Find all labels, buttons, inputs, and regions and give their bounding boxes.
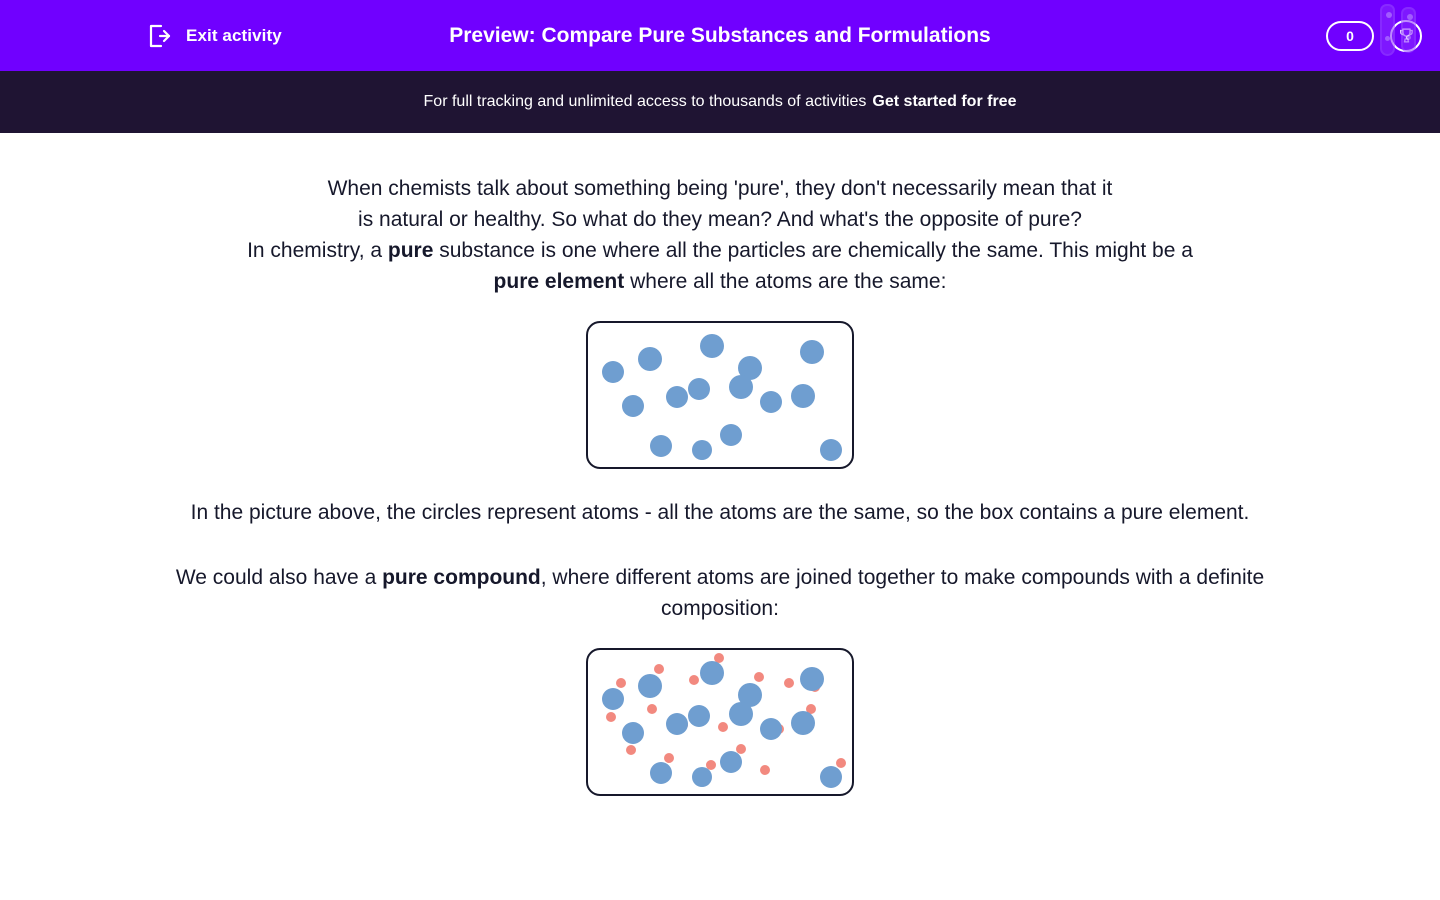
get-started-link[interactable]: Get started for free <box>872 93 1017 110</box>
compound-text-c: , where different atoms are joined together to make compounds with a definite composition: <box>540 566 1265 620</box>
atom <box>729 702 753 726</box>
atom <box>650 762 672 784</box>
atom <box>688 705 710 727</box>
atom <box>638 347 662 371</box>
atom <box>700 661 724 685</box>
atom <box>700 334 724 358</box>
atom <box>791 384 815 408</box>
small-atom <box>718 722 728 732</box>
atom <box>820 439 842 461</box>
small-atom <box>626 745 636 755</box>
small-atom <box>647 704 657 714</box>
small-atom <box>760 765 770 775</box>
atom <box>760 718 782 740</box>
atom <box>666 713 688 735</box>
exit-activity-button[interactable] <box>148 0 282 71</box>
atom <box>720 751 742 773</box>
page-title: Preview: Compare Pure Substances and Formulations <box>449 23 991 47</box>
small-atom <box>836 758 846 768</box>
atom <box>650 435 672 457</box>
pure-compound-diagram <box>586 648 854 796</box>
atom <box>666 386 688 408</box>
top-app-bar <box>0 0 1440 71</box>
intro-paragraph <box>130 173 1310 297</box>
atom <box>729 375 753 399</box>
pure-compound-paragraph <box>130 562 1310 624</box>
intro-line-4 <box>130 266 1310 297</box>
score-badge[interactable]: 0 <box>1326 21 1374 51</box>
pure-compound-diagram-wrap <box>80 648 1360 796</box>
small-atom <box>654 664 664 674</box>
small-atom <box>664 753 674 763</box>
small-atom <box>689 675 699 685</box>
small-atom <box>616 678 626 688</box>
atom <box>760 391 782 413</box>
intro-line-3 <box>130 235 1310 266</box>
activity-content <box>0 133 1440 796</box>
intro-line-2: is natural or healthy. So what do they mean? And what's the opposite of pure? <box>358 208 1082 231</box>
intro-line-4-b: where all the atoms are the same: <box>624 270 947 293</box>
small-atom <box>784 678 794 688</box>
test-tubes-decoration <box>1370 4 1426 66</box>
atom <box>622 722 644 744</box>
test-tube-icon <box>1380 4 1395 56</box>
intro-line-3-c: substance is one where all the particles are chemically the same. This might be a <box>433 239 1193 262</box>
intro-line-3-a: In chemistry, a <box>247 239 388 262</box>
atom <box>820 766 842 788</box>
atom <box>602 688 624 710</box>
pure-element-diagram <box>586 321 854 469</box>
small-atom <box>606 712 616 722</box>
pure-element-explanation: In the picture above, the circles represent atoms - all the atoms are the same, so the box contains a pure element. <box>190 501 1250 524</box>
small-atom <box>754 672 764 682</box>
pure-element-diagram-wrap <box>80 321 1360 469</box>
atom <box>720 424 742 446</box>
intro-line-1: When chemists talk about something being 'pure', they don't necessarily mean that it <box>327 177 1113 200</box>
promo-banner <box>0 71 1440 133</box>
atom <box>638 674 662 698</box>
term-pure: pure <box>387 239 434 262</box>
atom <box>791 711 815 735</box>
term-pure-compound: pure compound <box>382 566 541 589</box>
promo-text: For full tracking and unlimited access to thousands of activities <box>423 93 867 110</box>
exit-arrow-icon <box>148 24 174 48</box>
term-pure-element: pure element <box>493 270 625 293</box>
test-tube-icon <box>1401 7 1416 53</box>
compound-text-a: We could also have a <box>175 566 383 589</box>
atom <box>800 667 824 691</box>
exit-activity-label: Exit activity <box>186 25 282 45</box>
atom <box>602 361 624 383</box>
atom <box>688 378 710 400</box>
atom <box>622 395 644 417</box>
atom <box>692 767 712 787</box>
atom <box>692 440 712 460</box>
atom <box>800 340 824 364</box>
